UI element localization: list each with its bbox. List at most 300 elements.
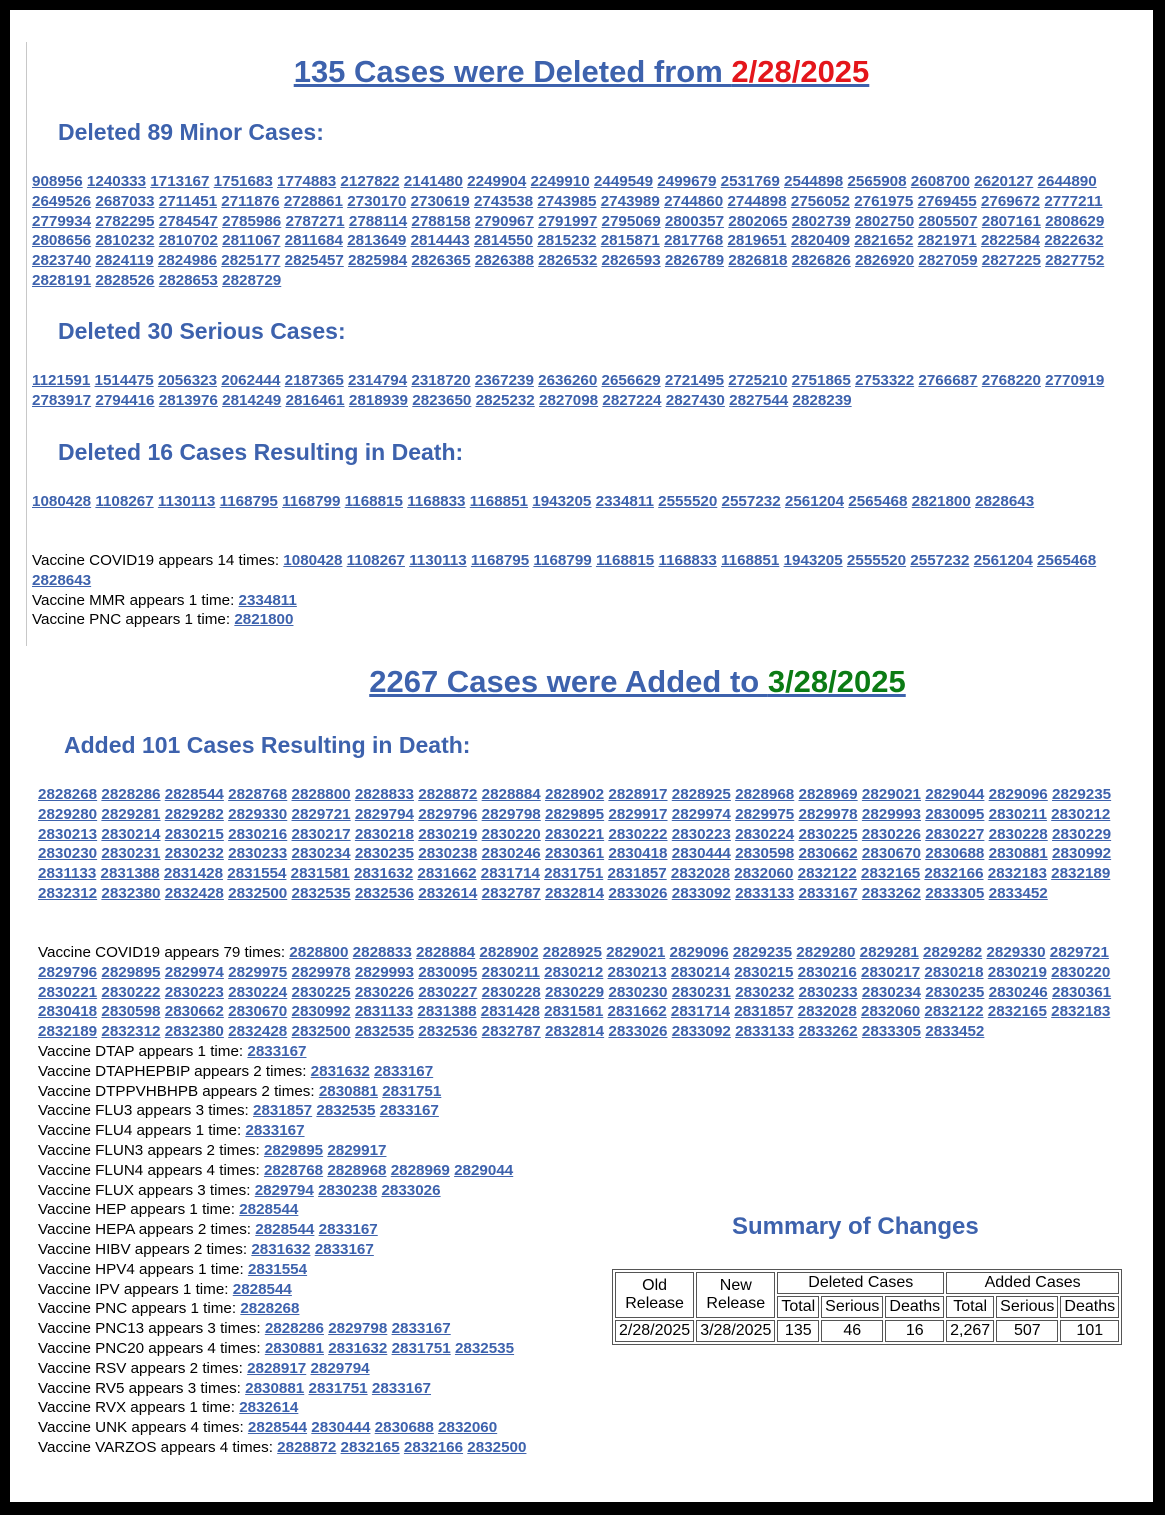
- case-link[interactable]: 2820409: [790, 232, 850, 250]
- case-link[interactable]: 2830230: [608, 983, 668, 1001]
- case-link[interactable]: 2832183: [987, 865, 1047, 883]
- case-link[interactable]: 2831662: [607, 1003, 667, 1021]
- case-link[interactable]: 2802065: [728, 212, 788, 230]
- case-link[interactable]: 2830212: [1051, 805, 1111, 823]
- case-link[interactable]: 2802750: [855, 212, 915, 230]
- case-link[interactable]: 2832183: [1051, 1003, 1111, 1021]
- case-link[interactable]: 2831751: [544, 865, 604, 883]
- case-link[interactable]: 2832122: [797, 865, 857, 883]
- case-link[interactable]: 2833167: [379, 1102, 439, 1120]
- case-link[interactable]: 2828544: [247, 1419, 308, 1437]
- case-link[interactable]: 2814550: [473, 232, 534, 250]
- case-link[interactable]: 2831751: [308, 1379, 368, 1397]
- case-link[interactable]: 2832535: [316, 1102, 376, 1120]
- case-link[interactable]: 1168815: [595, 552, 655, 569]
- case-link[interactable]: 2811067: [222, 232, 281, 250]
- case-link[interactable]: 2822632: [1044, 232, 1104, 250]
- case-link[interactable]: 2565468: [848, 493, 908, 510]
- case-link[interactable]: 2449549: [593, 173, 654, 190]
- case-link[interactable]: 2782295: [95, 212, 155, 230]
- case-link[interactable]: 2833262: [861, 884, 922, 902]
- case-link[interactable]: 2829993: [861, 805, 922, 823]
- case-link[interactable]: 1108267: [95, 493, 154, 510]
- case-link[interactable]: 2829917: [327, 1141, 387, 1159]
- case-link[interactable]: 2821800: [911, 493, 971, 510]
- case-link[interactable]: 1168851: [721, 552, 780, 569]
- case-link[interactable]: 2831857: [734, 1003, 794, 1021]
- case-link[interactable]: 2743985: [537, 192, 597, 210]
- case-link[interactable]: 2829978: [291, 963, 351, 981]
- added-title[interactable]: [10, 664, 1153, 700]
- case-link[interactable]: 2828902: [545, 786, 605, 803]
- case-link[interactable]: 2620127: [974, 173, 1034, 190]
- case-link[interactable]: 2830230: [38, 845, 98, 863]
- case-link[interactable]: 1168799: [533, 552, 592, 569]
- case-link[interactable]: 2828969: [390, 1161, 450, 1179]
- case-link[interactable]: 2830232: [164, 845, 224, 863]
- case-link[interactable]: 2813649: [347, 232, 407, 250]
- case-link[interactable]: 2830238: [418, 845, 478, 863]
- case-link[interactable]: 2830662: [164, 1003, 224, 1021]
- case-link[interactable]: 2785986: [222, 212, 282, 230]
- case-link[interactable]: 2827224: [602, 391, 662, 409]
- case-link[interactable]: 2830881: [988, 845, 1048, 863]
- case-link[interactable]: 1943205: [783, 552, 843, 569]
- case-link[interactable]: 2831428: [480, 1003, 540, 1021]
- case-link[interactable]: 2777211: [1044, 192, 1103, 210]
- case-link[interactable]: 2825232: [475, 391, 535, 409]
- case-link[interactable]: 2821652: [854, 232, 914, 250]
- case-link[interactable]: 2832814: [545, 884, 605, 902]
- case-link[interactable]: 2829044: [925, 786, 985, 803]
- case-link[interactable]: 2721495: [664, 372, 725, 389]
- case-link[interactable]: 2832536: [354, 884, 415, 902]
- case-link[interactable]: 2830246: [481, 845, 541, 863]
- case-link[interactable]: 2808656: [32, 232, 92, 250]
- case-link[interactable]: 2833305: [925, 884, 985, 902]
- case-link[interactable]: 2833167: [391, 1320, 451, 1338]
- case-link[interactable]: 2831388: [417, 1003, 477, 1021]
- case-link[interactable]: 2830418: [608, 845, 668, 863]
- case-link[interactable]: 2816461: [285, 391, 345, 409]
- case-link[interactable]: 2824119: [95, 252, 154, 270]
- case-link[interactable]: 2831632: [310, 1062, 370, 1080]
- case-link[interactable]: 2830233: [798, 983, 858, 1001]
- case-link[interactable]: 2826388: [474, 252, 534, 270]
- case-link[interactable]: 2783917: [32, 391, 92, 409]
- case-link[interactable]: 2531769: [720, 173, 780, 190]
- case-link[interactable]: 2830227: [925, 825, 985, 843]
- case-link[interactable]: 2832060: [861, 1003, 921, 1021]
- case-link[interactable]: 2766687: [918, 372, 978, 389]
- case-link[interactable]: 2832380: [101, 884, 161, 902]
- case-link[interactable]: 2830881: [264, 1339, 324, 1357]
- case-link[interactable]: 2656629: [601, 372, 661, 389]
- case-link[interactable]: 2833026: [608, 1023, 668, 1041]
- case-link[interactable]: 2555520: [658, 493, 718, 510]
- case-link[interactable]: 2728861: [283, 192, 343, 210]
- case-link[interactable]: 2830444: [311, 1419, 371, 1437]
- case-link[interactable]: 1168833: [658, 552, 717, 569]
- case-link[interactable]: 2830598: [101, 1003, 161, 1021]
- case-link[interactable]: 2828917: [608, 786, 668, 803]
- case-link[interactable]: 2499679: [657, 173, 717, 190]
- case-link[interactable]: 2832312: [101, 1023, 161, 1041]
- case-link[interactable]: 2826593: [601, 252, 661, 270]
- case-link[interactable]: 2744860: [664, 192, 724, 210]
- case-link[interactable]: 2544898: [784, 173, 844, 190]
- case-link[interactable]: 2768220: [981, 372, 1041, 389]
- case-link[interactable]: 2819651: [727, 232, 787, 250]
- case-link[interactable]: 2831857: [607, 865, 667, 883]
- case-link[interactable]: 2832535: [454, 1339, 515, 1357]
- case-link[interactable]: 2831714: [670, 1003, 731, 1021]
- case-link[interactable]: 2832787: [481, 884, 541, 902]
- case-link[interactable]: 2832614: [239, 1399, 299, 1417]
- case-link[interactable]: 1943205: [532, 493, 592, 510]
- case-link[interactable]: 2334811: [238, 591, 297, 609]
- case-link[interactable]: 2830670: [228, 1003, 288, 1021]
- case-link[interactable]: 2815232: [537, 232, 597, 250]
- case-link[interactable]: 2751865: [791, 372, 851, 389]
- case-link[interactable]: 2832787: [481, 1023, 541, 1041]
- case-link[interactable]: 2830235: [925, 983, 985, 1001]
- case-link[interactable]: 2830214: [670, 963, 731, 981]
- case-link[interactable]: 2830235: [354, 845, 415, 863]
- case-link[interactable]: 2830211: [988, 805, 1047, 823]
- case-link[interactable]: 2831714: [480, 865, 540, 883]
- case-link[interactable]: 2832428: [228, 1023, 288, 1041]
- case-link[interactable]: 2830218: [354, 825, 415, 843]
- case-link[interactable]: 2832380: [164, 1023, 224, 1041]
- case-link[interactable]: 2802739: [791, 212, 851, 230]
- case-link[interactable]: 2833167: [371, 1379, 432, 1397]
- case-link[interactable]: 2832028: [797, 1003, 857, 1021]
- case-link[interactable]: 2829794: [254, 1181, 314, 1199]
- case-link[interactable]: 2314794: [348, 372, 408, 389]
- case-link[interactable]: 2827059: [918, 252, 978, 270]
- case-link[interactable]: 1751683: [213, 173, 273, 190]
- case-link[interactable]: 2187365: [284, 372, 344, 389]
- case-link[interactable]: 2830215: [734, 963, 794, 981]
- case-link[interactable]: 1168815: [344, 493, 403, 510]
- case-link[interactable]: 2565468: [1037, 552, 1097, 569]
- case-link[interactable]: 2827225: [981, 252, 1041, 270]
- case-link[interactable]: 1168795: [219, 493, 278, 510]
- case-link[interactable]: 2730619: [410, 192, 470, 210]
- case-link[interactable]: 2830216: [797, 963, 857, 981]
- case-link[interactable]: 2830215: [164, 825, 224, 843]
- case-link[interactable]: 2821971: [917, 232, 977, 250]
- case-link[interactable]: 2829282: [164, 805, 224, 823]
- case-link[interactable]: 2830225: [798, 825, 858, 843]
- case-link[interactable]: 2828884: [481, 786, 541, 803]
- case-link[interactable]: 2832500: [467, 1438, 527, 1456]
- case-link[interactable]: 2830227: [418, 983, 478, 1001]
- case-link[interactable]: 2249904: [467, 173, 527, 190]
- case-link[interactable]: 2832165: [861, 865, 921, 883]
- case-link[interactable]: 1168833: [407, 493, 466, 510]
- case-link[interactable]: 2795069: [601, 212, 661, 230]
- case-link[interactable]: 2791997: [538, 212, 598, 230]
- case-link[interactable]: 2636260: [538, 372, 598, 389]
- case-link[interactable]: 2832165: [340, 1438, 400, 1456]
- case-link[interactable]: 2788114: [348, 212, 408, 230]
- case-link[interactable]: 2561204: [973, 552, 1033, 569]
- case-link[interactable]: 2831133: [354, 1003, 414, 1021]
- case-link[interactable]: 1168851: [469, 493, 529, 510]
- case-link[interactable]: 1108267: [346, 552, 405, 569]
- case-link[interactable]: 2830992: [291, 1003, 351, 1021]
- case-link[interactable]: 2832122: [924, 1003, 984, 1021]
- case-link[interactable]: 2825457: [284, 252, 344, 270]
- case-link[interactable]: 2813976: [158, 391, 218, 409]
- case-link[interactable]: 2830992: [1052, 845, 1112, 863]
- case-link[interactable]: 1514475: [94, 372, 154, 389]
- case-link[interactable]: 2830229: [1052, 825, 1112, 843]
- case-link[interactable]: 2828800: [289, 944, 349, 961]
- case-link[interactable]: 2833167: [798, 884, 858, 902]
- case-link[interactable]: 2829021: [861, 786, 922, 803]
- case-link[interactable]: 2830221: [545, 825, 605, 843]
- case-link[interactable]: 2830219: [418, 825, 478, 843]
- case-link[interactable]: 2826532: [538, 252, 598, 270]
- case-link[interactable]: 2830881: [245, 1379, 305, 1397]
- case-link[interactable]: 2830234: [861, 983, 922, 1001]
- case-link[interactable]: 2825177: [221, 252, 281, 270]
- case-link[interactable]: 2829993: [354, 963, 415, 981]
- case-link[interactable]: 2831133: [38, 865, 97, 883]
- case-link[interactable]: 2830095: [418, 963, 478, 981]
- case-link[interactable]: 2829282: [923, 944, 983, 961]
- case-link[interactable]: 2833167: [245, 1122, 305, 1140]
- case-link[interactable]: 2828925: [542, 944, 602, 961]
- case-link[interactable]: 2829280: [796, 944, 856, 961]
- case-link[interactable]: 2831751: [391, 1339, 451, 1357]
- case-link[interactable]: 2725210: [728, 372, 788, 389]
- case-link[interactable]: 2779934: [32, 212, 92, 230]
- case-link[interactable]: 2830231: [671, 983, 731, 1001]
- case-link[interactable]: 2561204: [784, 493, 845, 510]
- case-link[interactable]: 2832535: [354, 1023, 415, 1041]
- case-link[interactable]: 2743538: [473, 192, 534, 210]
- case-link[interactable]: 2832166: [403, 1438, 464, 1456]
- case-link[interactable]: 2832166: [924, 865, 984, 883]
- case-link[interactable]: 2832814: [545, 1023, 605, 1041]
- case-link[interactable]: 2829798: [328, 1320, 388, 1338]
- case-link[interactable]: 2833026: [381, 1181, 441, 1199]
- case-link[interactable]: 2829721: [291, 805, 351, 823]
- deleted-title[interactable]: [10, 54, 1153, 90]
- case-link[interactable]: 1713167: [150, 173, 210, 190]
- case-link[interactable]: 2829281: [859, 944, 919, 961]
- case-link[interactable]: 2828968: [327, 1161, 387, 1179]
- case-link[interactable]: 2830361: [545, 845, 605, 863]
- case-link[interactable]: 2062444: [221, 372, 281, 389]
- case-link[interactable]: 2557232: [721, 493, 781, 510]
- case-link[interactable]: 2827430: [665, 391, 725, 409]
- case-link[interactable]: 2828872: [418, 786, 478, 803]
- case-link[interactable]: 2828544: [232, 1280, 292, 1298]
- case-link[interactable]: 2829235: [732, 944, 793, 961]
- case-link[interactable]: 2649526: [32, 192, 92, 210]
- case-link[interactable]: 2828729: [222, 271, 282, 289]
- case-link[interactable]: 2127822: [340, 173, 400, 190]
- case-link[interactable]: 2829974: [671, 805, 731, 823]
- case-link[interactable]: 2831632: [251, 1240, 311, 1258]
- case-link[interactable]: 2711451: [158, 192, 218, 210]
- case-link[interactable]: 2831554: [247, 1260, 308, 1278]
- case-link[interactable]: 2565908: [847, 173, 907, 190]
- case-link[interactable]: 2829721: [1049, 944, 1109, 961]
- case-link[interactable]: 2753322: [855, 372, 915, 389]
- case-link[interactable]: 2832165: [987, 1003, 1047, 1021]
- case-link[interactable]: 2800357: [664, 212, 725, 230]
- case-link[interactable]: 2829330: [228, 805, 288, 823]
- case-link[interactable]: 2832500: [228, 884, 288, 902]
- case-link[interactable]: 2830222: [101, 983, 161, 1001]
- case-link[interactable]: 2830231: [101, 845, 161, 863]
- case-link[interactable]: 2833092: [671, 1023, 731, 1041]
- case-link[interactable]: 2833167: [314, 1240, 374, 1258]
- case-link[interactable]: 2784547: [158, 212, 218, 230]
- case-link[interactable]: 2828768: [228, 786, 288, 803]
- case-link[interactable]: 2830220: [481, 825, 541, 843]
- case-link[interactable]: 2830225: [291, 983, 351, 1001]
- case-link[interactable]: 2828653: [158, 271, 218, 289]
- case-link[interactable]: 2831428: [163, 865, 224, 883]
- case-link[interactable]: 2829798: [481, 805, 541, 823]
- case-link[interactable]: 2829281: [101, 805, 161, 823]
- case-link[interactable]: 2814443: [410, 232, 470, 250]
- case-link[interactable]: 2828191: [32, 271, 92, 289]
- case-link[interactable]: 2555520: [846, 552, 907, 569]
- case-link[interactable]: 2829917: [608, 805, 668, 823]
- case-link[interactable]: 2833026: [608, 884, 668, 902]
- case-link[interactable]: 908956: [32, 173, 83, 190]
- case-link[interactable]: 2644890: [1037, 173, 1097, 190]
- case-link[interactable]: 2833305: [861, 1023, 922, 1041]
- case-link[interactable]: 2829895: [545, 805, 605, 823]
- case-link[interactable]: 2829330: [986, 944, 1046, 961]
- case-link[interactable]: 1130113: [157, 493, 216, 510]
- case-link[interactable]: 2829794: [310, 1359, 370, 1377]
- case-link[interactable]: 2744898: [727, 192, 787, 210]
- case-link[interactable]: 2828544: [255, 1221, 315, 1239]
- case-link[interactable]: 2249910: [530, 173, 590, 190]
- case-link[interactable]: 2318720: [411, 372, 471, 389]
- case-link[interactable]: 2808629: [1045, 212, 1105, 230]
- case-link[interactable]: 2830228: [481, 983, 541, 1001]
- case-link[interactable]: 2831662: [417, 865, 477, 883]
- case-link[interactable]: 2830218: [924, 963, 984, 981]
- case-link[interactable]: 2830418: [38, 1003, 98, 1021]
- case-link[interactable]: 2828643: [975, 493, 1035, 510]
- case-link[interactable]: 2822584: [980, 232, 1041, 250]
- case-link[interactable]: 2832060: [438, 1419, 498, 1437]
- case-link[interactable]: 2829895: [263, 1141, 324, 1159]
- case-link[interactable]: 2830222: [608, 825, 668, 843]
- case-link[interactable]: 1080428: [283, 552, 343, 569]
- case-link[interactable]: 2830232: [735, 983, 795, 1001]
- case-link[interactable]: 2830688: [925, 845, 985, 863]
- case-link[interactable]: 2810232: [95, 232, 155, 250]
- case-link[interactable]: 2828872: [277, 1438, 337, 1456]
- case-link[interactable]: 2828239: [792, 391, 852, 409]
- case-link[interactable]: 2833133: [735, 1023, 795, 1041]
- case-link[interactable]: 2830229: [545, 983, 605, 1001]
- case-link[interactable]: 2830217: [861, 963, 921, 981]
- case-link[interactable]: 2829794: [354, 805, 415, 823]
- case-link[interactable]: 2828833: [352, 944, 412, 961]
- case-link[interactable]: 2831632: [328, 1339, 388, 1357]
- case-link[interactable]: 2826818: [728, 252, 788, 270]
- case-link[interactable]: 2608700: [910, 173, 970, 190]
- case-link[interactable]: 2830213: [38, 825, 98, 843]
- case-link[interactable]: 2832614: [418, 884, 478, 902]
- case-link[interactable]: 2830216: [228, 825, 288, 843]
- case-link[interactable]: 2807161: [981, 212, 1041, 230]
- case-link[interactable]: 2832312: [38, 884, 98, 902]
- case-link[interactable]: 2830226: [861, 825, 922, 843]
- case-link[interactable]: 2828902: [479, 944, 539, 961]
- case-link[interactable]: 2788158: [411, 212, 471, 230]
- case-link[interactable]: 2829975: [228, 963, 288, 981]
- case-link[interactable]: 2830223: [671, 825, 731, 843]
- case-link[interactable]: 2828969: [798, 786, 858, 803]
- case-link[interactable]: 2823740: [32, 252, 92, 270]
- case-link[interactable]: 2794416: [95, 391, 155, 409]
- case-link[interactable]: 2830220: [1051, 963, 1111, 981]
- case-link[interactable]: 2769455: [917, 192, 977, 210]
- case-link[interactable]: 2833452: [925, 1023, 985, 1041]
- case-link[interactable]: 2830217: [291, 825, 351, 843]
- case-link[interactable]: 2832535: [291, 884, 351, 902]
- case-link[interactable]: 2828917: [247, 1359, 307, 1377]
- case-link[interactable]: 2818939: [348, 391, 409, 409]
- case-link[interactable]: 2056323: [157, 372, 218, 389]
- case-link[interactable]: 2830213: [607, 963, 667, 981]
- case-link[interactable]: 1121591: [32, 372, 91, 389]
- case-link[interactable]: 2832189: [38, 1023, 98, 1041]
- case-link[interactable]: 2828833: [354, 786, 415, 803]
- case-link[interactable]: 2141480: [403, 173, 463, 190]
- case-link[interactable]: 2832536: [418, 1023, 478, 1041]
- case-link[interactable]: 2830095: [925, 805, 985, 823]
- case-link[interactable]: 2811684: [284, 232, 343, 250]
- case-link[interactable]: 2830246: [988, 983, 1048, 1001]
- case-link[interactable]: 2828643: [32, 571, 92, 589]
- case-link[interactable]: 2833452: [988, 884, 1048, 902]
- case-link[interactable]: 2831388: [100, 865, 160, 883]
- case-link[interactable]: 2828286: [101, 786, 161, 803]
- case-link[interactable]: 2831632: [354, 865, 414, 883]
- case-link[interactable]: 2830670: [861, 845, 922, 863]
- case-link[interactable]: 2833262: [798, 1023, 858, 1041]
- case-link[interactable]: 2828544: [239, 1201, 299, 1219]
- case-link[interactable]: 2827752: [1045, 252, 1105, 270]
- case-link[interactable]: 2826826: [791, 252, 851, 270]
- case-link[interactable]: 2828286: [264, 1320, 324, 1338]
- case-link[interactable]: 2805507: [918, 212, 978, 230]
- case-link[interactable]: 2830219: [987, 963, 1047, 981]
- case-link[interactable]: 2829280: [38, 805, 98, 823]
- case-link[interactable]: 2829895: [101, 963, 161, 981]
- case-link[interactable]: 2830238: [318, 1181, 378, 1199]
- case-link[interactable]: 2830211: [481, 963, 540, 981]
- case-link[interactable]: 2334811: [595, 493, 654, 510]
- case-link[interactable]: 1774883: [277, 173, 337, 190]
